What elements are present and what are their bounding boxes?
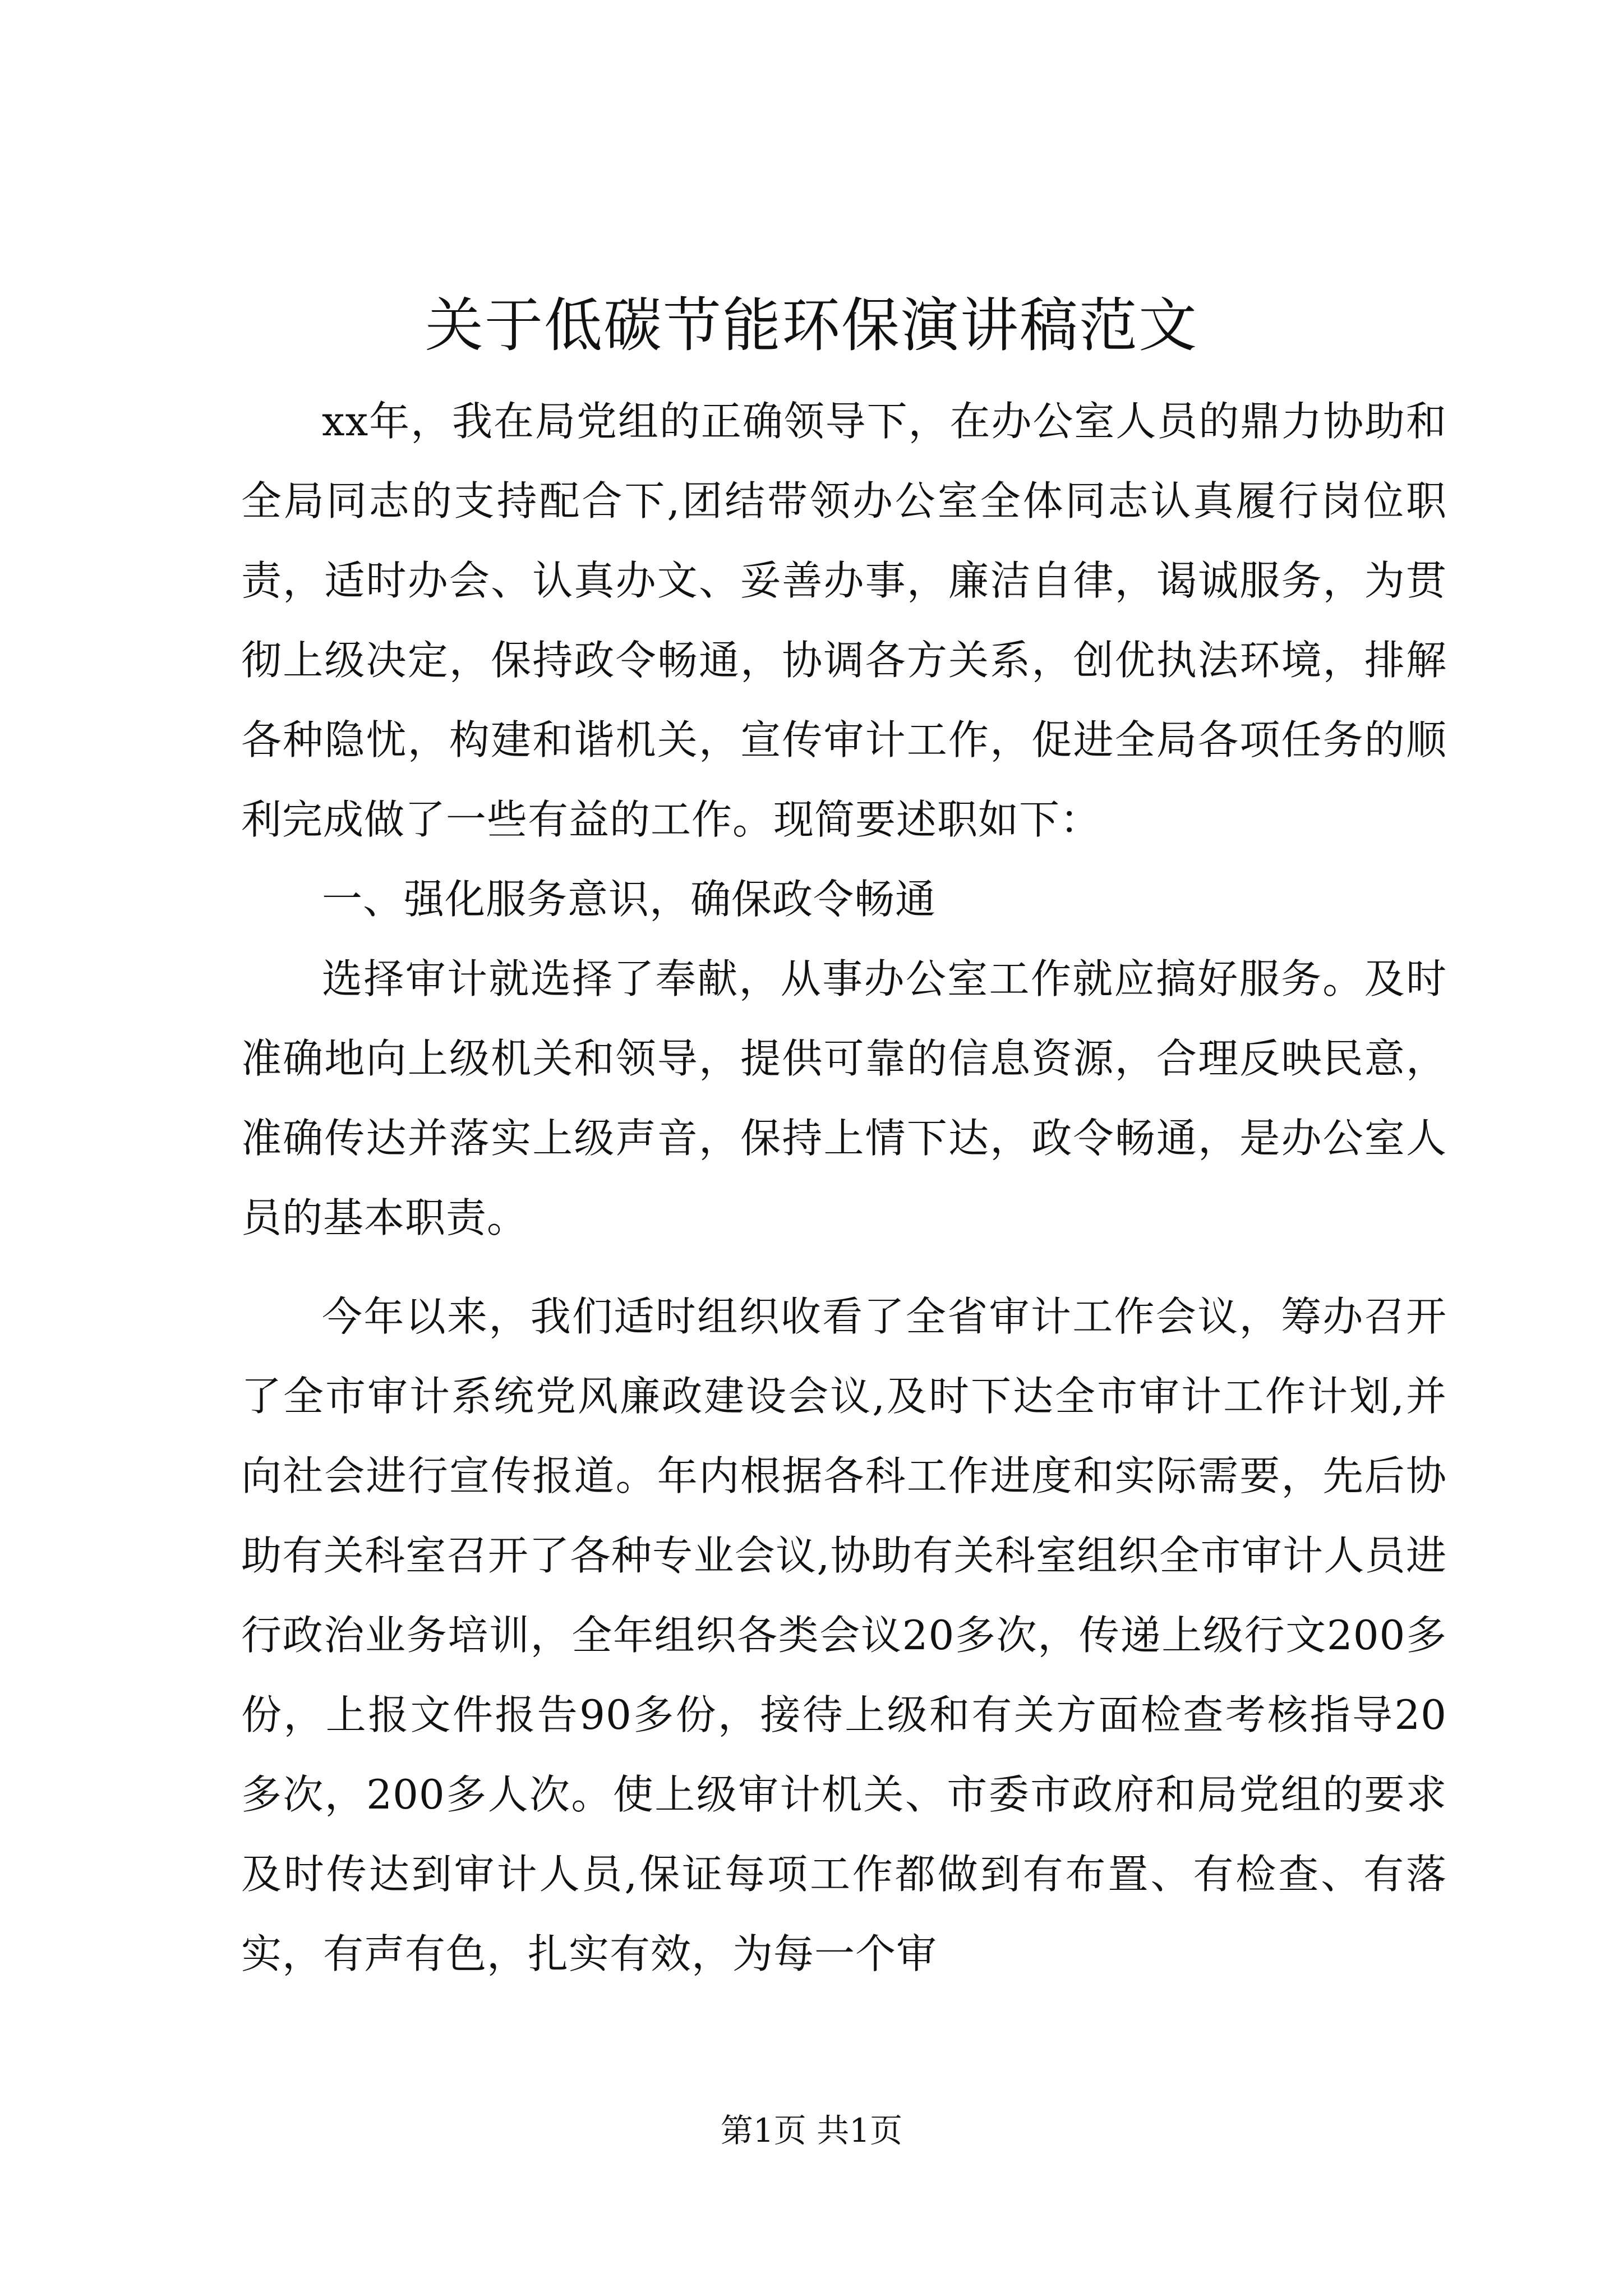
paragraph-service: 选择审计就选择了奉献，从事办公室工作就应搞好服务。及时准确地向上级机关和领导，提供可靠的信息资源，合理反映民意，准确传达并落实上级声音，保持上情下达，政令畅通，是办公室人员的基本职责。 xyxy=(241,955,1447,1241)
page-footer: 第1页 共1页 xyxy=(720,2111,903,2150)
paragraph-this-year: 今年以来，我们适时组织收看了全省审计工作会议，筹办召开了全市审计系统党风廉政建设会议,及时下达全市审计工作计划,并向社会进行宣传报道。年内根据各科工作进度和实际需要，先后协助有关科室召开了各种专业会议,协助有关科室组织全市审计人员进行政治业务培训，全年组织各类会议20多次，传递上级行文200多份，上报文件报告90多份，接待上级和有关方面检查考核指导20多次，200多人次。使上级审计机关、市委市政府和局党组的要求及时传达到审计人员,保证每项工作都做到有布置、有检查、有落实，有声有色，扎实有效，为每一个审 xyxy=(241,1293,1447,1977)
document-title: 关于低碳节能环保演讲稿范文 xyxy=(425,291,1198,360)
section-heading-1: 一、强化服务意识，确保政令畅通 xyxy=(322,876,937,923)
paragraph-intro: xx年，我在局党组的正确领导下，在办公室人员的鼎力协助和全局同志的支持配合下,团结带领办公室全体同志认真履行岗位职责，适时办会、认真办文、妥善办事，廉洁自律，谒诚服务，为贯彻上级决定，保持政令畅通，协调各方关系，创优执法环境，排解各种隐忧，构建和谐机关，宣传审计工作，促进全局各项任务的顺利完成做了一些有益的工作。现简要述职如下： xyxy=(241,398,1447,843)
document-body xyxy=(241,381,1447,1994)
